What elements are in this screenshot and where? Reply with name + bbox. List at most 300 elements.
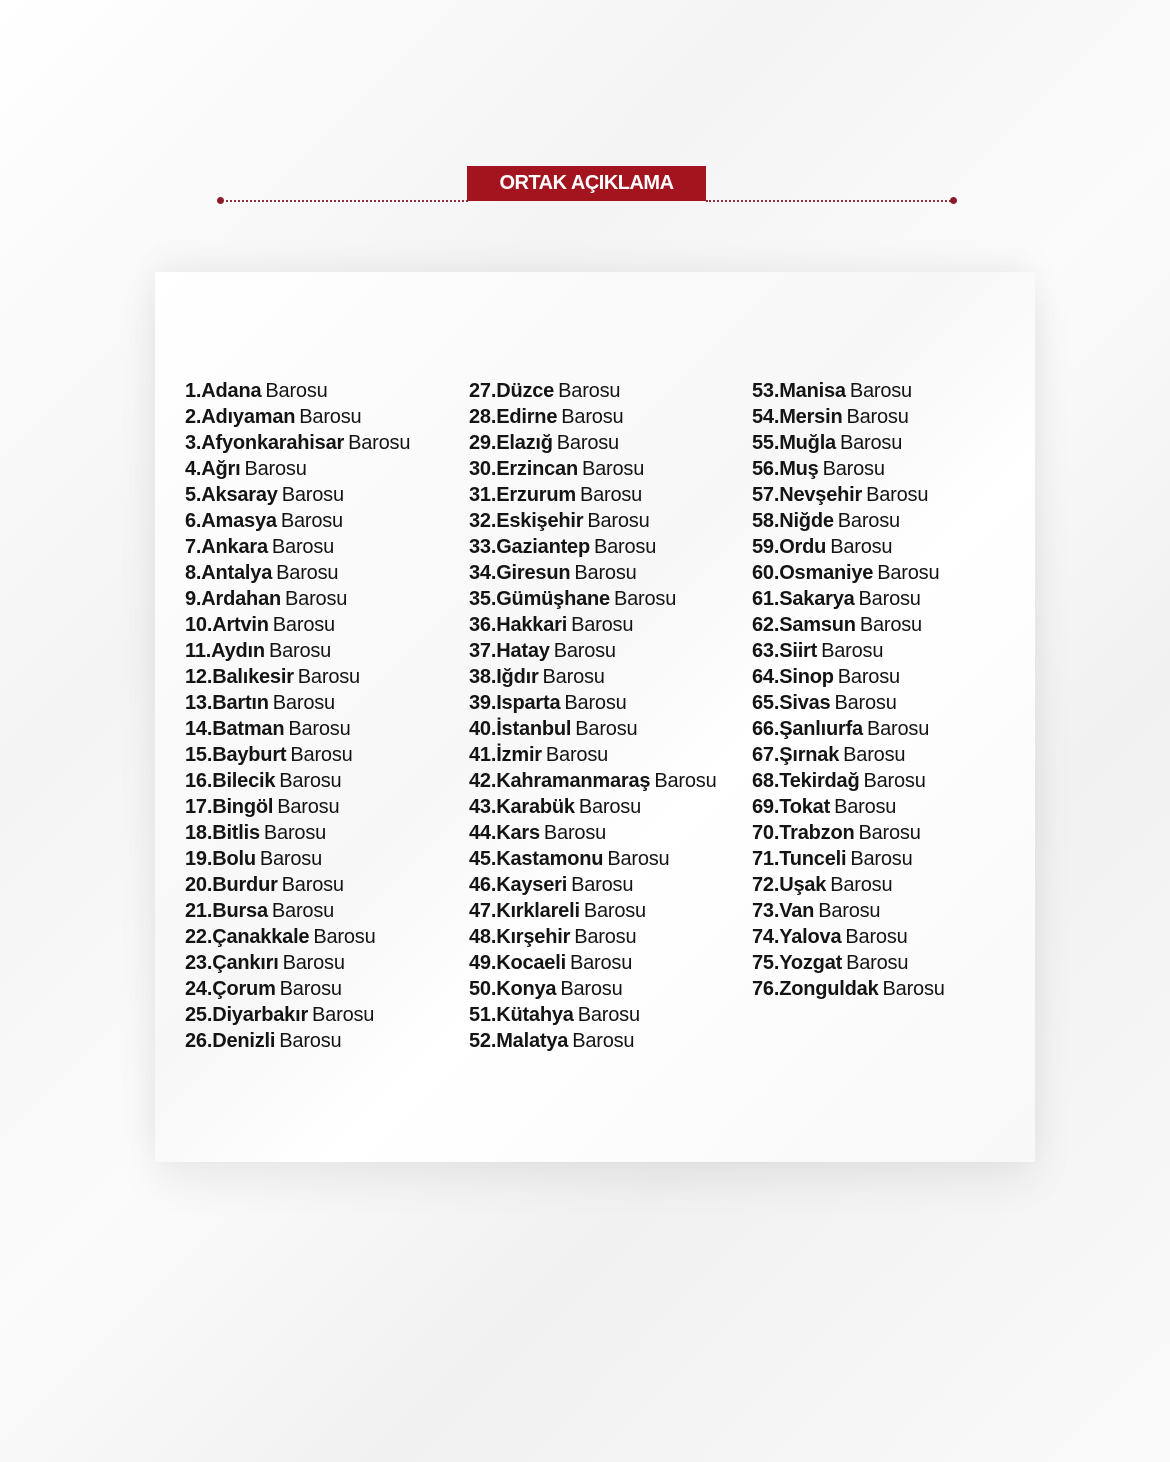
bar-suffix: Barosu <box>280 510 343 532</box>
bar-list-item <box>752 560 945 586</box>
bar-city-name: Bursa <box>212 900 268 922</box>
bar-number: 13. <box>185 692 213 714</box>
bar-list-item <box>469 768 717 794</box>
bar-list-item <box>469 794 717 820</box>
bar-number: 44. <box>469 822 497 844</box>
bar-city-name: Bartın <box>212 692 269 714</box>
bar-number: 73. <box>752 900 780 922</box>
bar-suffix: Barosu <box>271 900 335 922</box>
bar-number: 48. <box>469 926 497 948</box>
bar-list-item <box>469 976 717 1002</box>
bar-number: 26. <box>185 1030 213 1052</box>
bar-city-name: Diyarbakır <box>212 1004 309 1026</box>
bar-list-item <box>752 716 945 742</box>
bar-city-name: Çankırı <box>212 952 279 974</box>
bar-number: 58. <box>752 510 780 532</box>
bar-city-name: Balıkesir <box>212 666 294 688</box>
bar-suffix: Barosu <box>564 692 627 714</box>
bar-suffix: Barosu <box>830 874 893 896</box>
bar-suffix: Barosu <box>281 874 344 896</box>
bar-list-item <box>469 872 717 898</box>
bar-number: 69. <box>752 796 780 818</box>
bar-number: 64. <box>752 666 780 688</box>
bar-suffix: Barosu <box>299 406 362 428</box>
bar-list-item <box>752 794 945 820</box>
bar-number: 51. <box>469 1004 497 1026</box>
bar-city-name: Batman <box>212 718 285 740</box>
bar-suffix: Barosu <box>285 588 348 610</box>
bar-list-item <box>469 430 717 456</box>
bar-city-name: Hatay <box>496 640 550 662</box>
bar-city-name: Malatya <box>496 1030 569 1052</box>
bar-suffix: Barosu <box>279 1030 342 1052</box>
bar-suffix: Barosu <box>244 458 307 480</box>
bar-number: 63. <box>752 640 780 662</box>
bar-suffix: Barosu <box>607 848 670 870</box>
bar-suffix: Barosu <box>839 432 903 454</box>
bar-list-item <box>469 950 717 976</box>
bar-number: 65. <box>752 692 780 714</box>
bar-list-item <box>469 560 717 586</box>
bar-city-name: Aksaray <box>201 484 278 506</box>
bar-city-name: Bilecik <box>212 770 276 792</box>
bar-list-item <box>752 872 945 898</box>
bar-city-name: Kahramanmaraş <box>496 770 651 792</box>
bar-suffix: Barosu <box>845 926 908 948</box>
bar-number: 8. <box>185 562 202 584</box>
bar-suffix: Barosu <box>843 744 906 766</box>
bar-suffix: Barosu <box>830 536 893 558</box>
bar-number: 4. <box>185 458 202 480</box>
bar-suffix: Barosu <box>558 380 621 402</box>
bar-number: 40. <box>469 718 497 740</box>
bar-number: 27. <box>469 380 497 402</box>
bar-city-name: Muş <box>779 458 819 480</box>
bar-number: 75. <box>752 952 780 974</box>
bar-list-item <box>469 638 717 664</box>
bar-city-name: Muğla <box>779 432 836 454</box>
bar-list-item <box>469 378 717 404</box>
bar-number: 52. <box>469 1030 497 1052</box>
bar-suffix: Barosu <box>821 640 884 662</box>
bar-suffix: Barosu <box>574 926 637 948</box>
bar-list-item <box>469 534 717 560</box>
bar-city-name: Çorum <box>212 978 276 1000</box>
bar-list-item <box>185 924 410 950</box>
bar-list-item <box>469 612 717 638</box>
bar-list-item <box>185 664 410 690</box>
bar-city-name: Edirne <box>496 406 558 428</box>
bar-number: 45. <box>469 848 497 870</box>
bar-suffix: Barosu <box>571 614 634 636</box>
bar-suffix: Barosu <box>572 1030 635 1052</box>
bar-suffix: Barosu <box>579 484 643 506</box>
bar-number: 41. <box>469 744 497 766</box>
bar-number: 43. <box>469 796 497 818</box>
bar-suffix: Barosu <box>279 770 342 792</box>
bar-number: 42. <box>469 770 497 792</box>
bar-list-item <box>752 508 945 534</box>
bar-number: 19. <box>185 848 213 870</box>
bar-suffix: Barosu <box>858 822 921 844</box>
bar-number: 67. <box>752 744 780 766</box>
bar-city-name: Denizli <box>212 1030 276 1052</box>
bar-list-item <box>185 508 410 534</box>
bar-city-name: Manisa <box>779 380 846 402</box>
bar-list-item <box>469 820 717 846</box>
bar-city-name: Bingöl <box>212 796 274 818</box>
bar-number: 54. <box>752 406 780 428</box>
bar-number: 53. <box>752 380 780 402</box>
bar-suffix: Barosu <box>542 666 605 688</box>
bar-city-name: Osmaniye <box>779 562 874 584</box>
bar-number: 31. <box>469 484 497 506</box>
bar-city-name: Gümüşhane <box>496 588 610 610</box>
bar-suffix: Barosu <box>348 432 411 454</box>
bar-suffix: Barosu <box>272 614 335 636</box>
bar-number: 62. <box>752 614 780 636</box>
bar-city-name: Adıyaman <box>201 406 296 428</box>
bar-suffix: Barosu <box>545 744 609 766</box>
bar-list-item <box>752 924 945 950</box>
bar-number: 38. <box>469 666 497 688</box>
bar-list-item <box>752 742 945 768</box>
bar-number: 35. <box>469 588 497 610</box>
bar-city-name: Eskişehir <box>496 510 584 532</box>
bar-list-item <box>469 586 717 612</box>
bar-city-name: Kütahya <box>496 1004 574 1026</box>
bar-list-item <box>752 534 945 560</box>
bar-list-item <box>185 950 410 976</box>
bar-list-item <box>752 768 945 794</box>
bar-suffix: Barosu <box>553 640 616 662</box>
bar-city-name: Aydın <box>211 640 265 662</box>
bar-list-item <box>185 976 410 1002</box>
bar-suffix: Barosu <box>569 952 633 974</box>
bar-number: 17. <box>185 796 213 818</box>
bar-number: 18. <box>185 822 213 844</box>
bar-suffix: Barosu <box>561 406 624 428</box>
bar-city-name: Karabük <box>496 796 575 818</box>
bar-list-item <box>185 404 410 430</box>
bar-number: 1. <box>185 380 202 402</box>
bar-city-name: İzmir <box>496 744 542 766</box>
bar-list-item <box>185 898 410 924</box>
bar-suffix: Barosu <box>834 692 897 714</box>
bar-number: 68. <box>752 770 780 792</box>
bar-list-item <box>185 690 410 716</box>
bar-city-name: Antalya <box>201 562 273 584</box>
bar-suffix: Barosu <box>858 588 921 610</box>
bar-number: 39. <box>469 692 497 714</box>
bar-city-name: Samsun <box>779 614 856 636</box>
bar-list-column-1 <box>185 378 410 1054</box>
bar-list-item <box>752 950 945 976</box>
bar-city-name: Bitlis <box>212 822 260 844</box>
bar-list-item <box>469 404 717 430</box>
bar-list-item <box>469 1002 717 1028</box>
bar-city-name: Ankara <box>201 536 268 558</box>
bar-number: 59. <box>752 536 780 558</box>
bar-list-item <box>469 898 717 924</box>
bar-city-name: Hakkari <box>496 614 568 636</box>
bar-number: 76. <box>752 978 780 1000</box>
bar-suffix: Barosu <box>290 744 353 766</box>
dotted-rule-left <box>221 200 468 202</box>
bar-number: 21. <box>185 900 213 922</box>
bar-list-item <box>185 482 410 508</box>
bar-suffix: Barosu <box>279 978 342 1000</box>
bar-list-item <box>752 456 945 482</box>
bar-city-name: Uşak <box>779 874 827 896</box>
bar-list-item <box>469 456 717 482</box>
bar-number: 49. <box>469 952 497 974</box>
bar-number: 66. <box>752 718 780 740</box>
bar-city-name: Isparta <box>496 692 561 714</box>
bar-suffix: Barosu <box>863 770 926 792</box>
bar-city-name: Ardahan <box>201 588 282 610</box>
bar-city-name: Mersin <box>779 406 843 428</box>
bar-suffix: Barosu <box>571 874 634 896</box>
bar-city-name: Sivas <box>779 692 831 714</box>
bar-list-item <box>469 664 717 690</box>
bar-suffix: Barosu <box>578 796 642 818</box>
bar-number: 3. <box>185 432 202 454</box>
bar-list-item <box>185 430 410 456</box>
bar-city-name: Bolu <box>212 848 256 870</box>
bar-city-name: Kars <box>496 822 540 844</box>
bar-number: 55. <box>752 432 780 454</box>
bar-number: 2. <box>185 406 202 428</box>
bar-city-name: Kırşehir <box>496 926 571 948</box>
bar-number: 11. <box>185 640 212 662</box>
header <box>0 0 1170 240</box>
bar-suffix: Barosu <box>575 718 638 740</box>
bar-number: 9. <box>185 588 202 610</box>
bar-suffix: Barosu <box>587 510 650 532</box>
bar-city-name: Bayburt <box>212 744 287 766</box>
bar-suffix: Barosu <box>281 484 344 506</box>
bar-city-name: Gaziantep <box>496 536 590 558</box>
bar-suffix: Barosu <box>837 666 900 688</box>
bar-suffix: Barosu <box>846 952 909 974</box>
bar-suffix: Barosu <box>271 536 335 558</box>
bar-city-name: Zonguldak <box>779 978 879 1000</box>
bar-list-item <box>185 1028 410 1054</box>
bar-number: 15. <box>185 744 213 766</box>
bar-number: 7. <box>185 536 202 558</box>
bar-city-name: Giresun <box>496 562 571 584</box>
bar-city-name: Trabzon <box>779 822 855 844</box>
bar-number: 37. <box>469 640 497 662</box>
bar-number: 5. <box>185 484 202 506</box>
bar-list-item <box>752 586 945 612</box>
bar-list-item <box>185 794 410 820</box>
bar-suffix: Barosu <box>259 848 323 870</box>
bar-number: 12. <box>185 666 213 688</box>
bar-suffix: Barosu <box>822 458 885 480</box>
bar-suffix: Barosu <box>613 588 677 610</box>
bar-city-name: Burdur <box>212 874 278 896</box>
bar-list-item <box>752 976 945 1002</box>
bar-number: 56. <box>752 458 780 480</box>
bar-number: 70. <box>752 822 780 844</box>
bar-city-name: İstanbul <box>496 718 572 740</box>
bar-suffix: Barosu <box>837 510 900 532</box>
bar-city-name: Çanakkale <box>212 926 310 948</box>
bar-city-name: Erzincan <box>496 458 578 480</box>
bar-number: 74. <box>752 926 780 948</box>
bar-city-name: Iğdır <box>496 666 539 688</box>
bar-suffix: Barosu <box>859 614 922 636</box>
bar-number: 36. <box>469 614 497 636</box>
bar-city-name: Sinop <box>779 666 834 688</box>
bar-city-name: Elazığ <box>496 432 553 454</box>
bar-number: 29. <box>469 432 497 454</box>
bar-list-item <box>752 430 945 456</box>
bar-suffix: Barosu <box>834 796 897 818</box>
bar-list-item <box>469 690 717 716</box>
bar-list-item <box>185 820 410 846</box>
bar-list-item <box>185 716 410 742</box>
bar-number: 6. <box>185 510 202 532</box>
bar-city-name: Nevşehir <box>779 484 863 506</box>
bar-suffix: Barosu <box>583 900 646 922</box>
bar-city-name: Kocaeli <box>496 952 566 974</box>
bar-city-name: Tokat <box>779 796 831 818</box>
bar-number: 47. <box>469 900 497 922</box>
bar-city-name: Niğde <box>779 510 834 532</box>
bar-number: 10. <box>185 614 213 636</box>
bar-number: 22. <box>185 926 213 948</box>
bar-list-item <box>185 846 410 872</box>
bar-suffix: Barosu <box>818 900 881 922</box>
bar-suffix: Barosu <box>574 562 637 584</box>
bar-list-item <box>469 508 717 534</box>
bar-number: 34. <box>469 562 497 584</box>
bar-suffix: Barosu <box>850 848 913 870</box>
bar-city-name: Kastamonu <box>496 848 604 870</box>
bar-suffix: Barosu <box>877 562 940 584</box>
rule-end-dot-left <box>217 197 224 204</box>
bar-list-item <box>752 638 945 664</box>
bar-list-item <box>469 482 717 508</box>
bar-number: 28. <box>469 406 497 428</box>
bar-suffix: Barosu <box>265 380 328 402</box>
bar-list-item <box>185 768 410 794</box>
bar-list-item <box>185 560 410 586</box>
bar-number: 33. <box>469 536 497 558</box>
bar-suffix: Barosu <box>272 692 335 714</box>
bar-city-name: Kayseri <box>496 874 568 896</box>
bar-number: 16. <box>185 770 213 792</box>
bar-list-item <box>752 378 945 404</box>
bar-city-name: Tekirdağ <box>779 770 860 792</box>
bar-list-item <box>469 924 717 950</box>
bar-number: 20. <box>185 874 213 896</box>
bar-city-name: Kırklareli <box>496 900 580 922</box>
bar-list-item <box>752 690 945 716</box>
bar-city-name: Ağrı <box>201 458 241 480</box>
bar-number: 72. <box>752 874 780 896</box>
rule-end-dot-right <box>950 197 957 204</box>
bar-suffix: Barosu <box>849 380 912 402</box>
bar-list-item <box>185 1002 410 1028</box>
bar-suffix: Barosu <box>312 1004 375 1026</box>
bar-suffix: Barosu <box>882 978 945 1000</box>
bar-number: 60. <box>752 562 780 584</box>
bar-list-item <box>185 638 410 664</box>
bar-city-name: Adana <box>201 380 262 402</box>
bar-list-item <box>185 534 410 560</box>
bar-city-name: Yozgat <box>779 952 843 974</box>
bar-suffix: Barosu <box>556 432 619 454</box>
bar-number: 71. <box>752 848 780 870</box>
bar-list-item <box>752 820 945 846</box>
bar-suffix: Barosu <box>313 926 376 948</box>
bar-list-column-2 <box>469 378 717 1054</box>
bar-list-column-3 <box>752 378 945 1002</box>
bar-city-name: Yalova <box>779 926 842 948</box>
bar-city-name: Van <box>779 900 815 922</box>
bar-suffix: Barosu <box>277 796 340 818</box>
bar-city-name: Erzurum <box>496 484 576 506</box>
bar-suffix: Barosu <box>593 536 657 558</box>
bar-list-item <box>185 612 410 638</box>
bar-list-item <box>469 1028 717 1054</box>
bar-list-item <box>752 846 945 872</box>
bar-suffix: Barosu <box>581 458 645 480</box>
bar-suffix: Barosu <box>268 640 332 662</box>
bar-list-item <box>185 872 410 898</box>
bar-number: 50. <box>469 978 497 1000</box>
bar-list-item <box>185 742 410 768</box>
bar-list-item <box>469 742 717 768</box>
bar-number: 61. <box>752 588 780 610</box>
bar-suffix: Barosu <box>543 822 607 844</box>
bar-list-item <box>185 456 410 482</box>
bar-city-name: Ordu <box>779 536 827 558</box>
bar-list-item <box>752 404 945 430</box>
bar-city-name: Şanlıurfa <box>779 718 863 740</box>
bar-city-name: Amasya <box>201 510 277 532</box>
bar-suffix: Barosu <box>263 822 327 844</box>
bar-number: 24. <box>185 978 213 1000</box>
bar-list-item <box>469 846 717 872</box>
bar-suffix: Barosu <box>560 978 623 1000</box>
dotted-rule-right <box>706 200 954 202</box>
bar-number: 30. <box>469 458 497 480</box>
bar-number: 57. <box>752 484 780 506</box>
bar-suffix: Barosu <box>577 1004 640 1026</box>
bar-number: 23. <box>185 952 213 974</box>
bar-list-item <box>752 482 945 508</box>
bar-city-name: Artvin <box>212 614 269 636</box>
bar-city-name: Tunceli <box>779 848 847 870</box>
bar-suffix: Barosu <box>654 770 717 792</box>
bar-list-item <box>752 664 945 690</box>
bar-number: 25. <box>185 1004 213 1026</box>
bar-number: 46. <box>469 874 497 896</box>
bar-suffix: Barosu <box>866 718 930 740</box>
bar-list-item <box>752 898 945 924</box>
bar-city-name: Düzce <box>496 380 555 402</box>
bar-city-name: Siirt <box>779 640 818 662</box>
bar-list-item <box>185 378 410 404</box>
bar-suffix: Barosu <box>288 718 351 740</box>
bar-list-item <box>185 586 410 612</box>
title-badge: ORTAK AÇIKLAMA <box>467 166 706 201</box>
